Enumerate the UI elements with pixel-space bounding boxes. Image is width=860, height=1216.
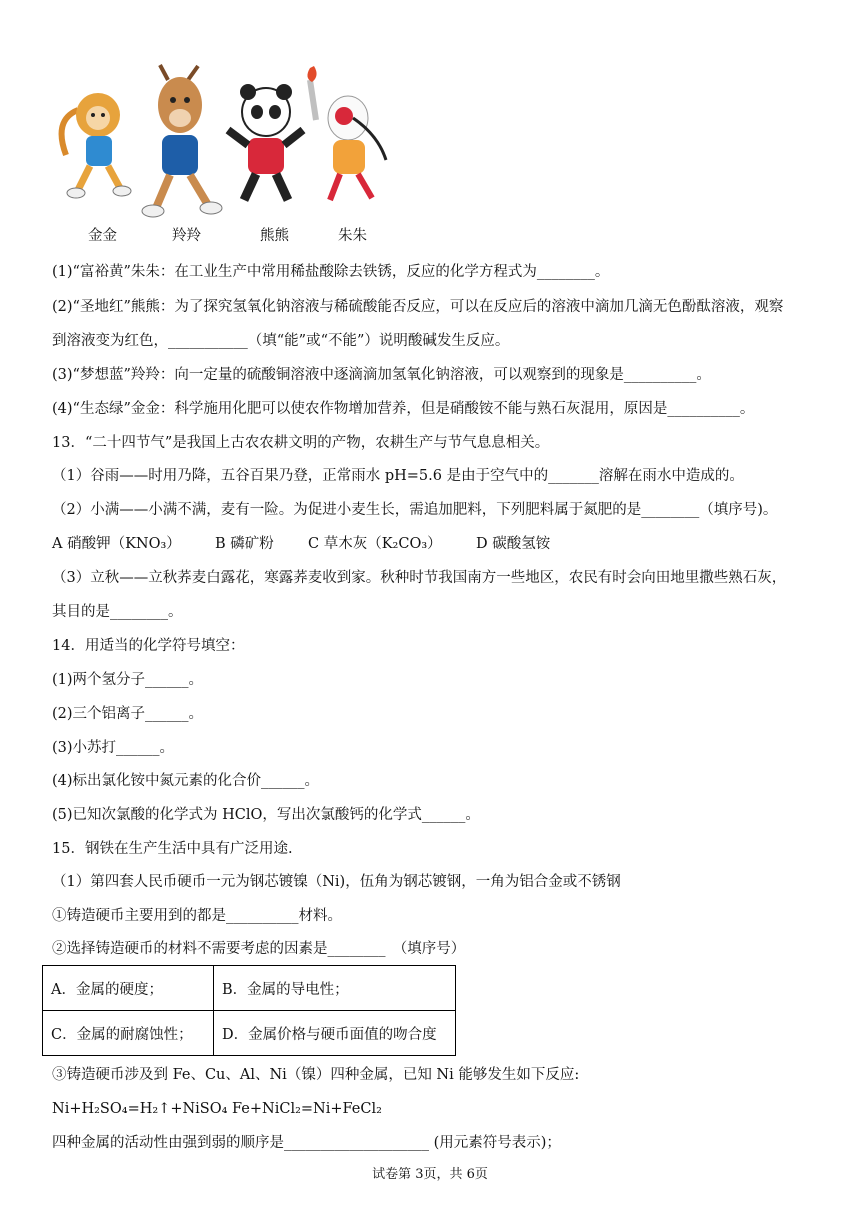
q13-part3-line1: （3）立秋——立秋荞麦白露花，寒露荞麦收到家。秋种时节我国南方一些地区，农民有时会向田地里撒些熟石灰， <box>52 570 787 586</box>
mascot-name-zhuzhu: 朱朱 <box>338 228 367 244</box>
q13-option-b: B 磷矿粉 <box>215 536 274 552</box>
table-cell-d: D．金属价格与硬币面值的吻合度 <box>214 1011 456 1056</box>
q13-option-d: D 碳酸氢铵 <box>476 536 551 552</box>
q12-part4: (4)“生态绿”金金：科学施用化肥可以使农作物增加营养，但是硝酸铵不能与熟石灰混用，原因是__________。 <box>52 401 755 417</box>
mascot-lingling-figure <box>142 65 222 217</box>
q13-part2: （2）小满——小满不满，麦有一险。为促进小麦生长，需追加肥料，下列肥料属于氮肥的是________（填序号)。 <box>52 502 778 518</box>
page-footer: 试卷第 3页，共 6页 <box>372 1167 488 1182</box>
table-cell-c: C．金属的耐腐蚀性； <box>43 1011 214 1056</box>
q15-equations: Ni+H₂SO₄=H₂↑+NiSO₄ Fe+NiCl₂=Ni+FeCl₂ <box>52 1101 382 1117</box>
q15-sub4: 四种金属的活动性由强到弱的顺序是____________________ (用元素符号表示)； <box>52 1135 561 1151</box>
mascot-name-jinjin: 金金 <box>88 228 117 244</box>
q14-part3: (3)小苏打______。 <box>52 740 175 756</box>
mascot-name-lingling: 羚羚 <box>172 228 201 244</box>
q14-part5: (5)已知次氯酸的化学式为 HClO，写出次氯酸钙的化学式______。 <box>52 807 480 823</box>
q12-part1: (1)“富裕黄”朱朱：在工业生产中常用稀盐酸除去铁锈，反应的化学方程式为________。 <box>52 264 610 280</box>
q14-part2: (2)三个铝离子______。 <box>52 706 204 722</box>
q12-part2-line2: 到溶液变为红色，___________（填“能”或“不能”）说明酸碱发生反应。 <box>52 333 510 349</box>
q14-part4: (4)标出氯化铵中氮元素的化合价______。 <box>52 773 320 789</box>
q15-sub2: ②选择铸造硬币的材料不需要考虑的因素是________ （填序号） <box>52 941 466 957</box>
q15-options-table <box>42 965 456 1056</box>
q14-stem: 14．用适当的化学符号填空： <box>52 638 245 654</box>
q12-part2-line1: (2)“圣地红”熊熊：为了探究氢氧化钠溶液与稀硫酸能否反应，可以在反应后的溶液中滴加几滴无色酚酞溶液，观察 <box>52 299 784 315</box>
q13-part1: （1）谷雨——时用乃降，五谷百果乃登，正常雨水 pH=5.6 是由于空气中的_______溶解在雨水中造成的。 <box>52 468 744 484</box>
mascot-xiongxiong-figure <box>228 84 303 200</box>
mascots-illustration <box>48 60 428 245</box>
table-cell-b: B．金属的导电性； <box>214 966 456 1011</box>
mascot-name-xiongxiong: 熊熊 <box>260 228 289 244</box>
q13-option-c: C 草木灰（K₂CO₃） <box>308 536 442 552</box>
q13-part3-line2: 其目的是________。 <box>52 604 183 620</box>
table-row <box>43 966 456 1011</box>
mascot-jinjin-figure <box>62 93 131 198</box>
q13-option-a: A 硝酸钾（KNO₃） <box>52 536 181 552</box>
q15-part1: （1）第四套人民币硬币一元为钢芯镀镍（Ni)，伍角为钢芯镀钢，一角为铝合金或不锈钢 <box>52 874 621 890</box>
q13-stem: 13．“二十四节气”是我国上古农农耕文明的产物，农耕生产与节气息息相关。 <box>52 435 550 451</box>
q15-stem: 15．钢铁在生产生活中具有广泛用途. <box>52 841 293 857</box>
table-row <box>43 1011 456 1056</box>
q15-sub3: ③铸造硬币涉及到 Fe、Cu、Al、Ni（镍）四种金属，已知 Ni 能够发生如下反应: <box>52 1067 580 1083</box>
mascot-zhuzhu-figure <box>307 66 386 200</box>
q14-part1: (1)两个氢分子______。 <box>52 672 204 688</box>
q12-part3: (3)“梦想蓝”羚羚：向一定量的硫酸铜溶液中逐滴滴加氢氧化钠溶液，可以观察到的现象是__________。 <box>52 367 711 383</box>
q15-sub1: ①铸造硬币主要用到的都是__________材料。 <box>52 908 342 924</box>
table-cell-a: A．金属的硬度； <box>43 966 214 1011</box>
